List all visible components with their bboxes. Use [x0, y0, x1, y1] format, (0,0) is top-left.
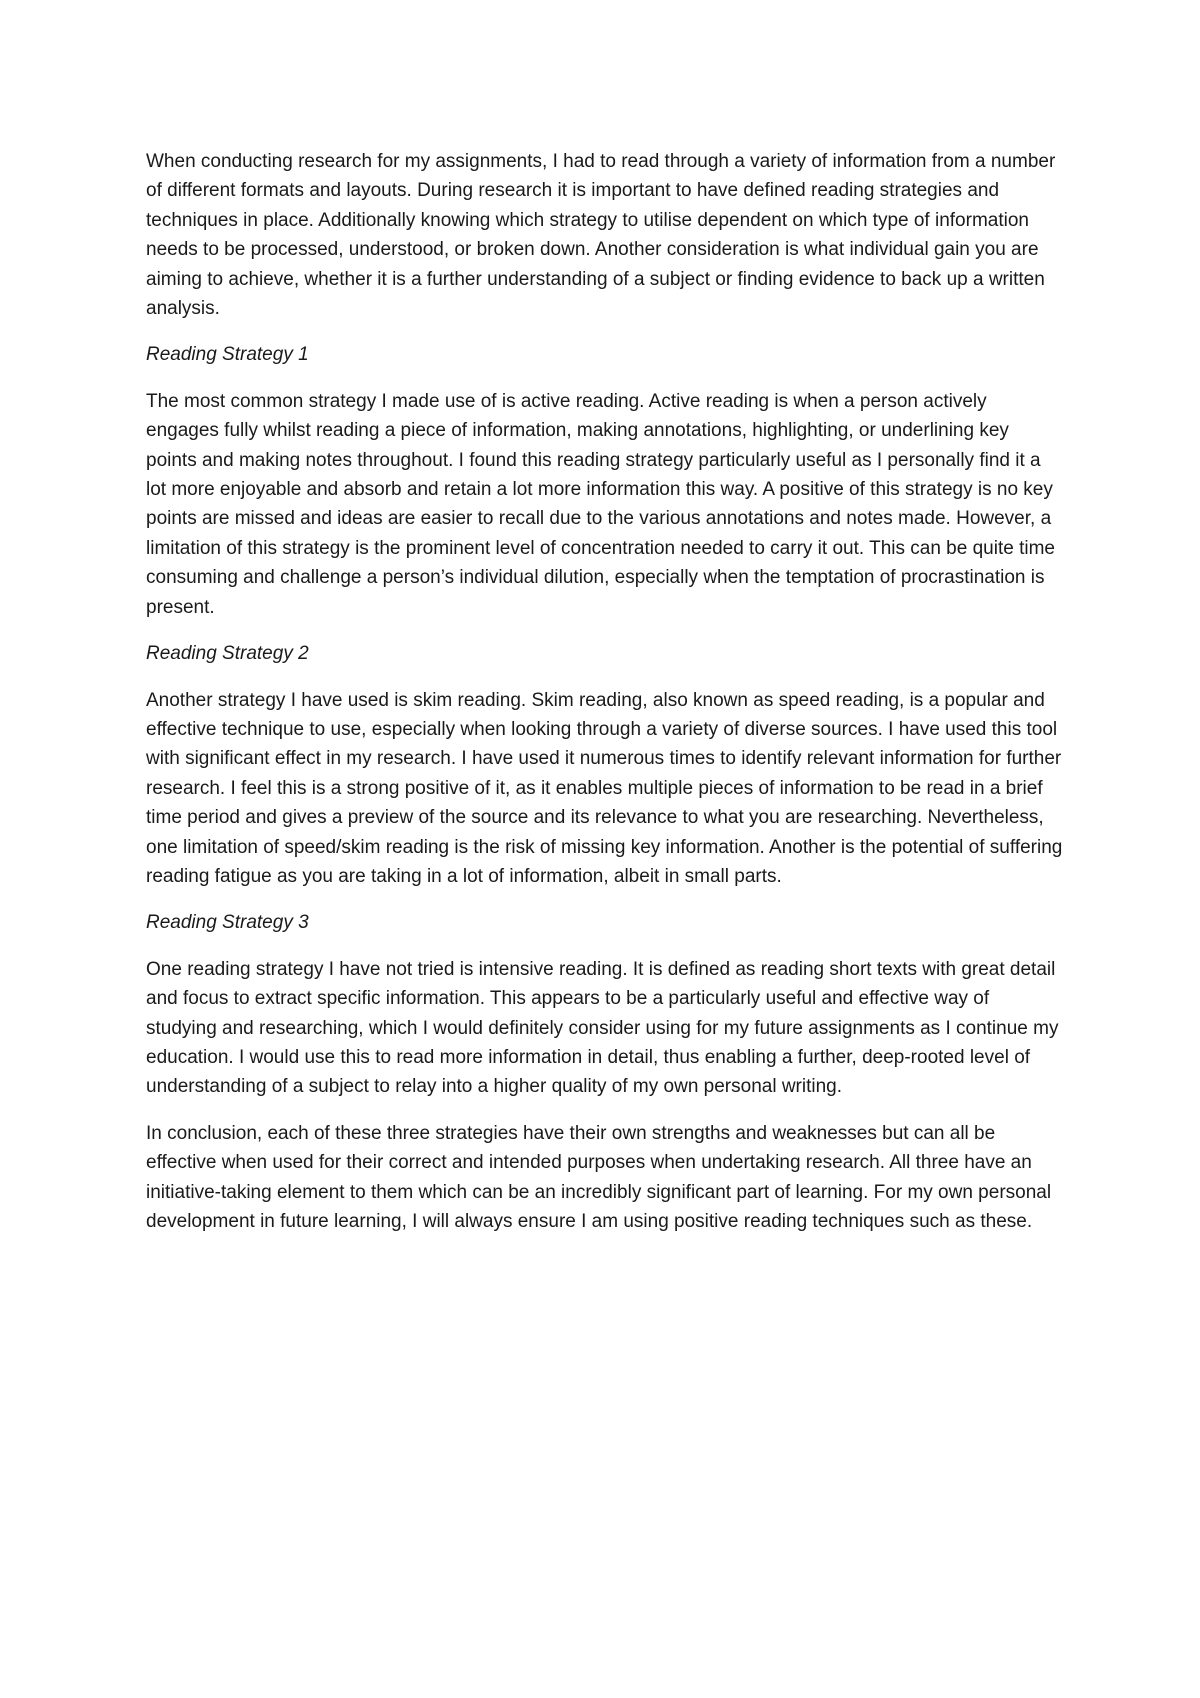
intro-paragraph: When conducting research for my assignments, I had to read through a variety of information from a number of different formats and layouts. During research it is important to have defined reading strategies and techniques in place. Additionally knowing which strategy to utilise dependent on which type of information needs to be processed, understood, or broken down. Another consideration is what individual gain you are aiming to achieve, whether it is a further understanding of a subject or finding evidence to back up a written analysis. — [146, 151, 1056, 320]
section-heading-strategy-2: Reading Strategy 2 — [146, 643, 309, 665]
section-body-strategy-3: One reading strategy I have not tried is intensive reading. It is defined as reading short texts with great detail and focus to extract specific information. This appears to be a particularly useful and effective way of studying and researching, which I would definitely consider using for my future assignments as I continue my education. I would use this to read more information in detail, thus enabling a further, deep-rooted level of understanding of a subject to relay into a higher quality of my own personal writing. — [146, 958, 1059, 1098]
conclusion-paragraph: In conclusion, each of these three strategies have their own strengths and weaknesses but can all be effective when used for their correct and intended purposes when undertaking research. All three have an initiative-taking element to them which can be an incredibly significant part of learning. For my own personal development in future learning, I will always ensure I am using positive reading techniques such as these. — [146, 1122, 1052, 1232]
section-body-strategy-1: The most common strategy I made use of is active reading. Active reading is when a person actively engages fully whilst reading a piece of information, making annotations, highlighting, or underlining key points and making notes throughout. I found this reading strategy particularly useful as I personally find it a lot more enjoyable and absorb and retain a lot more information this way. A positive of this strategy is no key points are missed and ideas are easier to recall due to the various annotations and notes made. However, a limitation of this strategy is the prominent level of concentration needed to carry it out. This can be quite time consuming and challenge a person’s individual dilution, especially when the temptation of procrastination is present. — [146, 390, 1055, 618]
document-body — [146, 147, 1064, 1253]
section-body-strategy-2: Another strategy I have used is skim reading. Skim reading, also known as speed reading, is a popular and effective technique to use, especially when looking through a variety of diverse sources. I have used this tool with significant effect in my research. I have used it numerous times to identify relevant information for further research. I feel this is a strong positive of it, as it enables multiple pieces of information to be read in a brief time period and gives a preview of the source and its relevance to what you are researching. Nevertheless, one limitation of speed/skim reading is the risk of missing key information. Another is the potential of suffering reading fatigue as you are taking in a lot of information, albeit in small parts. — [146, 689, 1063, 887]
section-heading-strategy-3: Reading Strategy 3 — [146, 912, 309, 934]
section-heading-strategy-1: Reading Strategy 1 — [146, 344, 309, 366]
